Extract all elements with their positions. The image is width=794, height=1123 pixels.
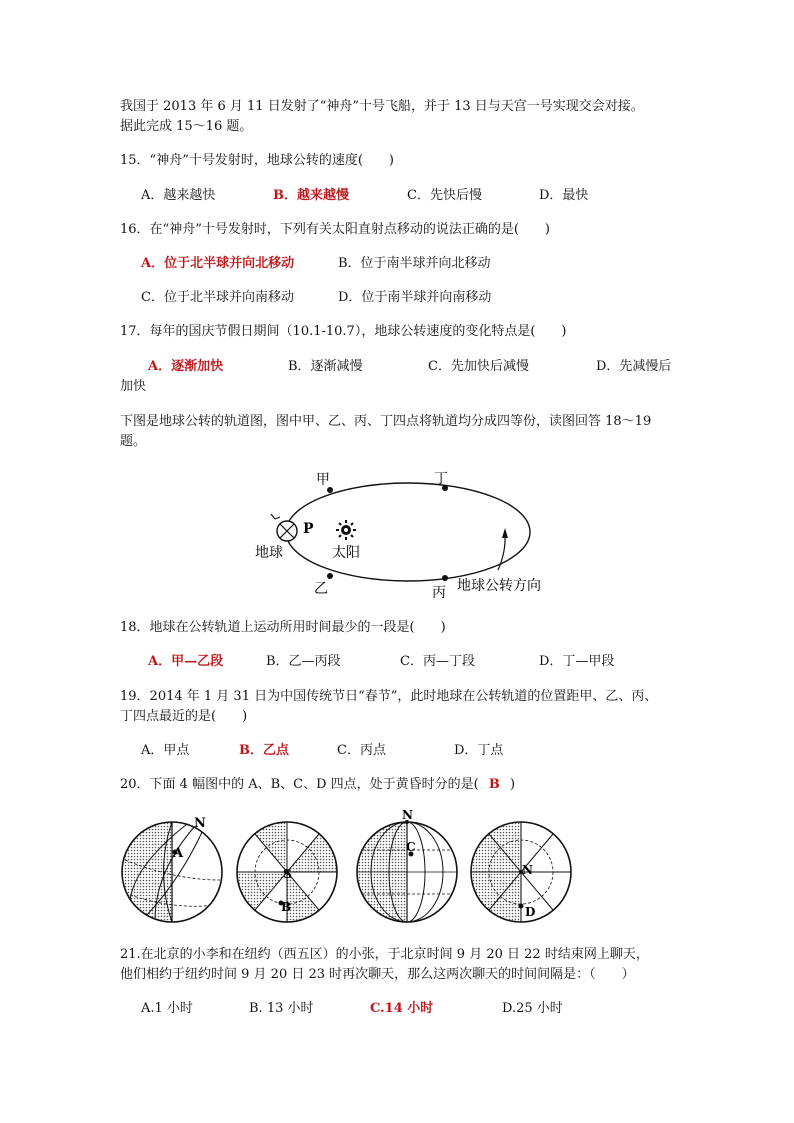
q17-stem: 17．每年的国庆节假日期间（10.1-10.7），地球公转速度的变化特点是( ) [120,324,567,339]
q19-option-b-answer: B．乙点 [239,743,289,758]
q21-option-a: A.1 小时 [141,1001,193,1016]
q18-option-b: B．乙—丙段 [266,654,341,669]
q15-option-d: D．最快 [539,188,589,203]
globe1-label-n: N [194,816,206,831]
orbit-diagram [250,462,560,602]
q21-option-d: D.25 小时 [502,1001,563,1016]
globe4-label-n: N [522,863,533,877]
q19-option-d: D．丁点 [454,743,504,758]
q21-stem-line-1: 21.在北京的小李和在纽约（西五区）的小张，于北京时间 9 月 20 日 22 时结束网上聊天， [120,947,649,962]
label-earth: 地球 [255,545,283,561]
q16-option-b: B．位于南半球并向北移动 [338,256,491,271]
q16-option-c: C．位于北半球并向南移动 [141,290,294,305]
label-sun: 太阳 [332,545,360,561]
globe-4 [471,822,571,922]
globe3-label-c: C [406,840,416,854]
intro-orbit-line-2: 题。 [120,434,147,449]
q20-stem-close: ) [510,777,516,792]
q15-option-c: C．先快后慢 [407,188,482,203]
q20-stem-text: 20．下面 4 幅图中的 A、B、C、D 四点，处于黄昏时分的是( [120,777,479,792]
label-direction: 地球公转方向 [457,578,541,594]
q15-option-b-answer: B．越来越慢 [273,188,349,203]
globe-2 [237,822,337,922]
orbit-ellipse [286,483,530,581]
q19-option-c: C．丙点 [337,743,386,758]
q17-option-d: D．先减慢后 [596,359,672,374]
q19-stem-line-2: 丁四点最近的是( ) [120,709,248,724]
label-yi: 乙 [314,581,328,597]
label-ding: 丁 [434,471,448,487]
earth-icon [271,514,297,541]
globe3-label-n: N [402,810,413,822]
q17-option-d-continued: 加快 [120,379,147,394]
q19-stem-line-1: 19．2014 年 1 月 31 日为中国传统节日“春节”，此时地球在公转轨道的位置距甲、乙、丙、 [120,689,658,704]
q17-option-a-answer: A．逐渐加快 [148,359,224,374]
q18-option-c: C．丙—丁段 [400,654,475,669]
globe2-label-s: S [283,867,292,881]
q15-stem: 15．“神舟”十号发射时，地球公转的速度( ) [120,153,394,168]
globe4-label-d: D [525,905,536,919]
q21-option-b: B. 13 小时 [249,1001,314,1016]
globe1-label-a: A [173,846,184,861]
label-bing: 丙 [432,585,446,601]
globe-diagrams [115,810,585,935]
q16-stem: 16．在“神舟”十号发射时，下列有关太阳直射点移动的说法正确的是( ) [120,222,550,237]
intro-line-2: 据此完成 15～16 题。 [120,119,253,134]
intro-orbit-line-1: 下图是地球公转的轨道图，图中甲、乙、丙、丁四点将轨道均分成四等份，读图回答 18～19 [120,414,652,429]
q21-stem-line-2: 他们相约于纽约时间 9 月 20 日 23 时再次聊天，那么这两次聊天的时间间隔是：（ ） [120,967,635,982]
globe2-label-b: B [281,900,292,914]
point-yi [327,573,333,579]
q16-option-a-answer: A．位于北半球并向北移动 [141,256,295,271]
q17-option-c: C．先加快后减慢 [428,359,529,374]
intro-line-1: 我国于 2013 年 6 月 11 日发射了“神舟”十号飞船，并于 13 日与天宫一号实现交会对接。 [120,99,644,114]
q18-stem: 18．地球在公转轨道上运动所用时间最少的一段是( ) [120,620,446,635]
label-p: P [303,521,314,537]
q21-option-c-answer: C.14 小时 [370,1001,434,1016]
globe-3 [357,810,457,922]
point-bing [442,575,448,581]
q18-option-a-answer: A．甲—乙段 [148,654,224,669]
q15-option-a: A．越来越快 [141,188,216,203]
q18-option-d: D．丁—甲段 [539,654,615,669]
sun-icon [336,520,356,540]
q19-option-a: A．甲点 [141,743,190,758]
direction-arrowhead [502,528,508,538]
label-jia: 甲 [316,472,330,488]
q17-option-b: B．逐渐减慢 [288,359,363,374]
q20-stem [120,777,515,793]
q16-option-d: D．位于南半球并向南移动 [338,290,492,305]
q20-answer: B [488,777,500,792]
globe-1 [122,816,222,922]
